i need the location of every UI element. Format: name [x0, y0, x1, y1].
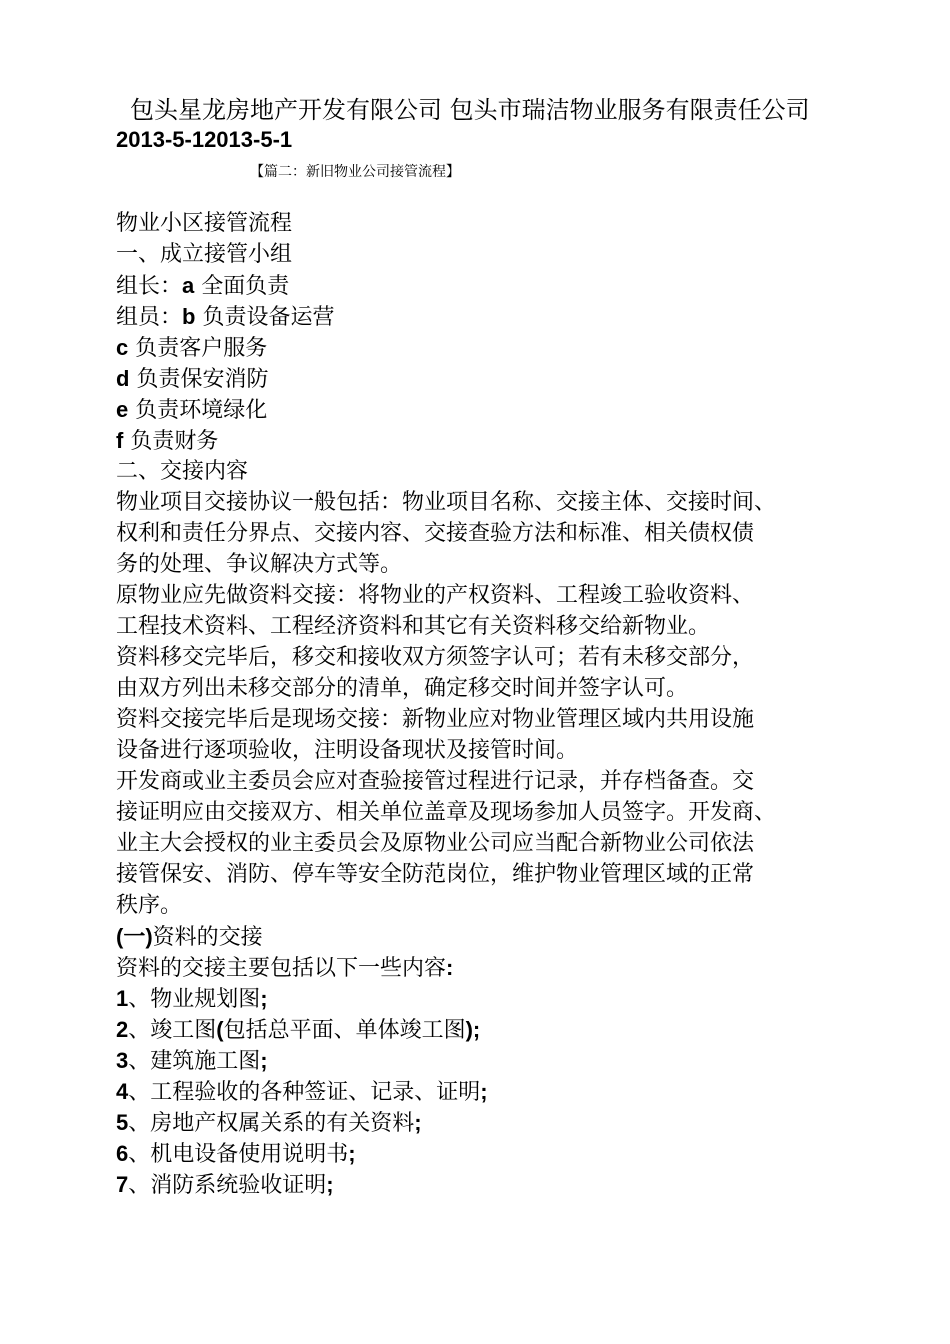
paragraph-line: 资料移交完毕后，移交和接收双方须签字认可；若有未移交部分， — [116, 645, 755, 670]
list-item-paren-close: ); — [465, 1017, 481, 1042]
list-item — [116, 1138, 846, 1169]
member-e — [116, 394, 846, 425]
member-e-duty: 负责环境绿化 — [128, 398, 268, 423]
list-item-end: ; — [260, 1048, 268, 1073]
member-d — [116, 363, 846, 394]
list-item — [116, 1014, 846, 1045]
list-item — [116, 983, 846, 1014]
member-c-duty: 负责客户服务 — [128, 336, 268, 361]
list-item-text: 、竣工图 — [128, 1018, 217, 1043]
list-item — [116, 1169, 846, 1200]
member-f — [116, 425, 846, 456]
document-dates: 2013-5-12013-5-1 — [116, 127, 293, 152]
list-item — [116, 1107, 846, 1138]
list-item-number: 1 — [116, 986, 129, 1011]
member-leader-letter: a — [182, 273, 195, 298]
paragraph-line: 原物业应先做资料交接：将物业的产权资料、工程竣工验收资料、 — [116, 583, 755, 608]
list-item-end: ; — [326, 1172, 334, 1197]
member-f-duty: 负责财务 — [123, 429, 219, 454]
subsection-mark: (一) — [116, 924, 153, 949]
list-item-text: 、机电设备使用说明书 — [128, 1142, 349, 1167]
list-item-text: 、房地产权属关系的有关资料 — [128, 1111, 415, 1136]
paragraph-line: 由双方列出未移交部分的清单，确定移交时间并签字认可。 — [116, 676, 689, 701]
list-item-number: 3 — [116, 1048, 129, 1073]
list-item — [116, 1076, 846, 1107]
list-item-number: 5 — [116, 1110, 129, 1135]
member-b-duty: 负责设备运营 — [195, 305, 335, 330]
list-item-inner: 包括总平面、单体竣工图 — [223, 1018, 466, 1043]
list-item-end: ; — [348, 1141, 356, 1166]
list-item-number: 7 — [116, 1172, 129, 1197]
member-b-label: 组员： — [116, 305, 183, 330]
list-item-number: 6 — [116, 1141, 129, 1166]
member-d-letter: d — [116, 366, 130, 391]
paragraph-line: 接管保安、消防、停车等安全防范岗位，维护物业管理区域的正常 — [116, 862, 755, 887]
list-item-text: 、消防系统验收证明 — [128, 1173, 327, 1198]
member-c-letter: c — [116, 335, 129, 360]
list-item-text: 、工程验收的各种签证、记录、证明 — [128, 1080, 481, 1105]
list-item — [116, 1045, 846, 1076]
list-intro — [116, 952, 846, 983]
paragraph-line: 资料交接完毕后是现场交接：新物业应对物业管理区域内共用设施 — [116, 707, 755, 732]
member-b — [116, 301, 846, 332]
paragraph-line: 业主大会授权的业主委员会及原物业公司应当配合新物业公司依法 — [116, 831, 755, 856]
paragraph-line: 设备进行逐项验收，注明设备现状及接管时间。 — [116, 738, 579, 763]
member-c — [116, 332, 846, 363]
list-item-end: ; — [260, 986, 268, 1011]
list-item-paren-open: ( — [216, 1017, 224, 1042]
paragraph-line: 务的处理、争议解决方式等。 — [116, 552, 403, 577]
member-leader-label: 组长： — [116, 274, 183, 299]
list-item-number: 2 — [116, 1017, 129, 1042]
list-intro-text: 资料的交接主要包括以下一些内容 — [116, 956, 447, 981]
subsection-heading — [116, 921, 846, 952]
section-tag: 【篇二：新旧物业公司接管流程】 — [250, 164, 460, 180]
member-leader — [116, 270, 846, 301]
list-intro-colon: : — [446, 955, 454, 980]
paragraph-line: 物业项目交接协议一般包括：物业项目名称、交接主体、交接时间、 — [116, 490, 777, 515]
member-e-letter: e — [116, 397, 129, 422]
paragraph-line: 开发商或业主委员会应对查验接管过程进行记录，并存档备查。交 — [116, 769, 755, 794]
list-item-text: 、建筑施工图 — [128, 1049, 261, 1074]
document-body — [116, 208, 846, 1200]
doc-title: 物业小区接管流程 — [116, 211, 293, 236]
paragraph-line: 秩序。 — [116, 893, 183, 918]
subsection-text: 资料的交接 — [152, 925, 263, 950]
paragraph-line: 接证明应由交接双方、相关单位盖章及现场参加人员签字。开发商、 — [116, 800, 777, 825]
paragraph-line: 权利和责任分界点、交接内容、交接查验方法和标准、相关债权债 — [116, 521, 755, 546]
list-item-end: ; — [414, 1110, 422, 1135]
member-f-letter: f — [116, 428, 124, 453]
member-b-letter: b — [182, 304, 196, 329]
company-names: 包头星龙房地产开发有限公司 包头市瑞洁物业服务有限责任公司 — [130, 96, 810, 124]
paragraph-line: 工程技术资料、工程经济资料和其它有关资料移交给新物业。 — [116, 614, 711, 639]
member-leader-duty: 全面负责 — [194, 274, 290, 299]
list-item-text: 、物业规划图 — [128, 987, 261, 1012]
list-item-end: ; — [480, 1079, 488, 1104]
list-item-number: 4 — [116, 1079, 129, 1104]
section-heading-1: 一、成立接管小组 — [116, 242, 293, 267]
member-d-duty: 负责保安消防 — [129, 367, 269, 392]
section-heading-2: 二、交接内容 — [116, 459, 249, 484]
